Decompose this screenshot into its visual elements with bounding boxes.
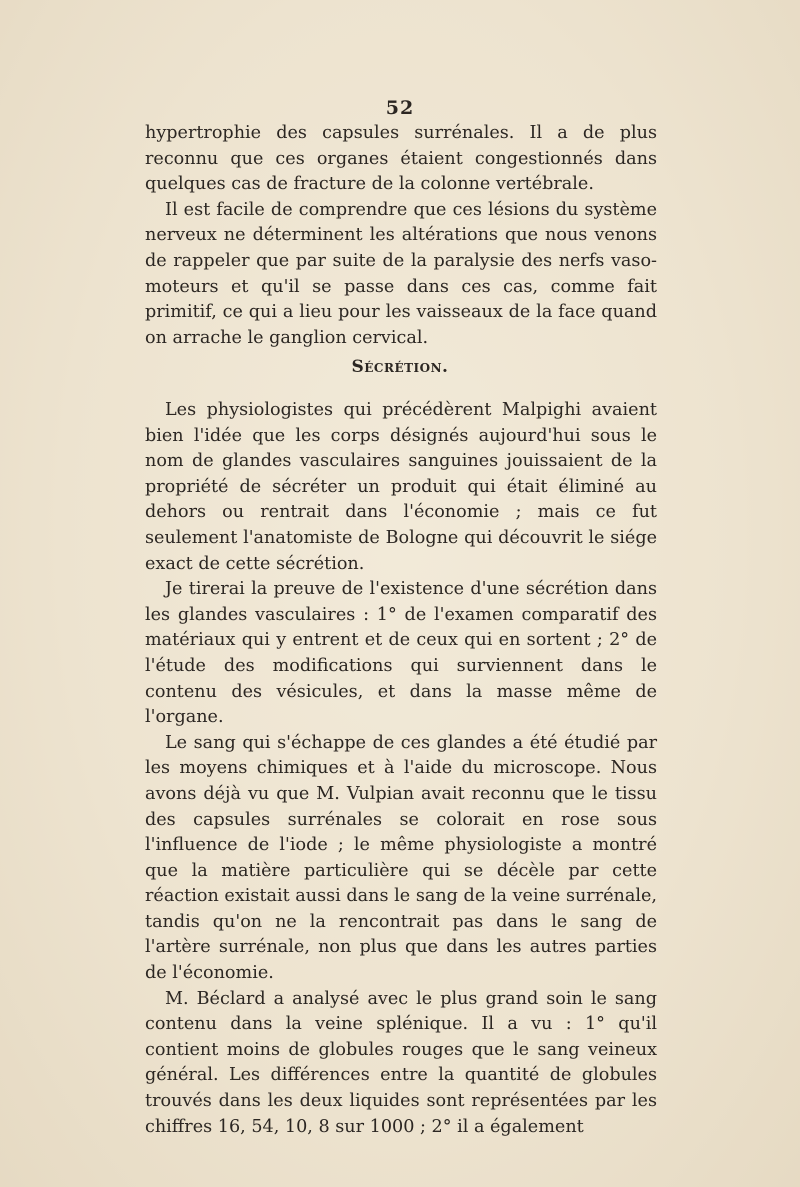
paragraph: hypertrophie des capsules surrénales. Il a de plus reconnu que ces organes étaient congestionnés dans quelques cas de fracture de la colonne vertébrale. [145, 123, 657, 195]
intro-text [145, 121, 657, 351]
paragraph: Je tirerai la preuve de l'existence d'une sécrétion dans les glandes vasculaires : 1° de l'examen comparatif des matériaux qui y entrent et de ceux qui en sortent ; 2° de l'étude des modifications qui surviennent dans le contenu des vésicules, et dans la masse même de l'organe. [145, 579, 657, 728]
section-text [145, 398, 657, 1140]
paragraph: Les physiologistes qui précédèrent Malpighi avaient bien l'idée que les corps désignés aujourd'hui sous le nom de glandes vasculaires sanguines jouissaient de la propriété de sécréter un produit qui était éliminé au dehors ou rentrait dans l'économie ; mais ce fut seulement l'anatomiste de Bologne qui découvrit le siége exact de cette sécrétion. [145, 400, 657, 574]
paragraph: Le sang qui s'échappe de ces glandes a été étudié par les moyens chimiques et à l'aide du microscope. Nous avons déjà vu que M. Vulpian avait reconnu que le tissu des capsules surrénales se colorait en rose sous l'influence de l'iode ; le même physiologiste a montré que la matière particulière qui se décèle par cette réaction existait aussi dans le sang de la veine surrénale, tandis qu'on ne la rencontrait pas dans le sang de l'artère surrénale, non plus que dans les autres parties de l'économie. [145, 732, 657, 984]
paragraph: Il est facile de comprendre que ces lésions du système nerveux ne déterminent les altérations que nous venons de rappeler que par suite de la paralysie des nerfs vaso-moteurs et qu'il se passe dans ces cas, comme fait primitif, ce qui a lieu pour les vaisseaux de la face quand on arrache le ganglion cervical. [145, 199, 657, 348]
paragraph: M. Béclard a analysé avec le plus grand soin le sang contenu dans la veine splénique. Il a vu : 1° qu'il contient moins de globules rouges que le sang veineux général. Les différences entre la quantité de globules trouvés dans les deux liquides sont représentées par les chiffres 16, 54, 10, 8 sur 1000 ; 2° il a également [145, 988, 657, 1137]
page-number: 52 [385, 97, 415, 119]
section-heading: Sécrétion. [351, 357, 449, 377]
